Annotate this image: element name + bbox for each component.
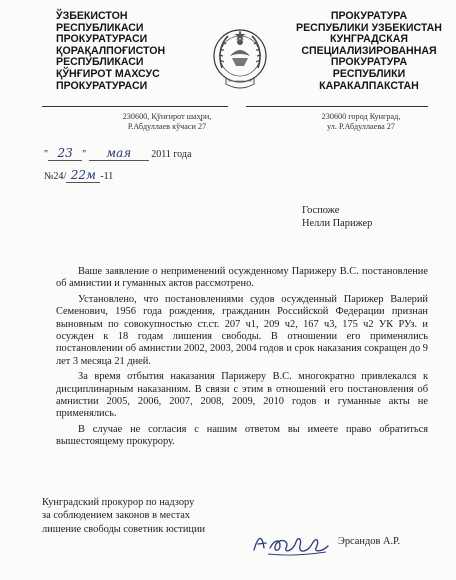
body-paragraph-1: Ваше заявление о неприменений осужденному Парижеру В.С. постановление об амнистии и гуманных актов рассмотрено. [56,266,428,290]
date-day: 23 [48,146,82,161]
letterhead-rule-left [42,106,228,107]
letterhead-russian: ПРОКУРАТУРА РЕСПУБЛИКИ УЗБЕКИСТАН КУНГРАДСКАЯ СПЕЦИАЛИЗИРОВАННАЯ ПРОКУРАТУРА РЕСПУБЛИКИ КАРАКАЛПАКСТАН [296,10,442,92]
signatory-title: Кунградский прокурор по надзору за соблюдением законов в местах лишение свободы советник юстиции [42,497,206,535]
state-emblem-icon [208,22,272,94]
address-uzbek-text: 230600, Қўнғирот шаҳри, Р.Абдуллаев кўчаси 27 [122,112,212,131]
body-paragraph-3: За время отбытия наказания Парижеру В.С. многократно привлекался к дисциплинарным наказаниям. В связи с этим в отношений его постановления об амнистии 2005, 2006, 2007, 2008, 2009, 2010 годов и гуманные акты не применялись. [56,371,428,420]
letterhead-uzbek: ЎЗБЕКИСТОН РЕСПУБЛИКАСИ ПРОКУРАТУРАСИ ҚОРАҚАЛПОҒИСТОН РЕСПУБЛИКАСИ ҚЎНҒИРОТ МАХСУС ПРОКУРАТУРАСИ [56,10,166,92]
address-uzbek [92,112,242,131]
date-month: мая [89,146,149,161]
body-paragraph-2: Установлено, что постановлениями судов осужденный Парижер Валерий Семенович, 1956 года рождения, гражданин Российской Федерации признан выновным по совокупностью ст.ст. 207 ч1, 209 ч2, 167 ч3, 175 ч2 УК РУз. и осужден к 18 годам лишения свободы. В отношении его применялись постановлении об амнистии 2002, 2003, 2004 годов и срок наказания сокращен до 9 лет 3 месяца 21 дней. [56,293,428,367]
number-prefix: №24/ [44,171,67,182]
number-handwritten: 22м [66,168,100,183]
address-russian [286,112,436,131]
addressee-block [302,204,442,230]
letter-date [44,146,191,161]
handwritten-signature [250,528,332,558]
letterhead-rule-right [246,106,428,107]
address-russian-text: 230600 город Кунград, ул. Р.Абдуллаева 27 [321,112,401,131]
date-year: 2011 года [151,149,192,160]
number-suffix: -11 [100,171,114,182]
addressee-name: Нелли Парижер [302,218,373,229]
date-close-quote: " [82,149,87,160]
date-open-quote: " [44,149,49,160]
signatory-name: Эрсандов А.Р. [338,536,401,547]
letter-body [56,266,428,452]
body-paragraph-4: В случае не согласия с нашим ответом вы имеете право обратиться вышестоящему прокурору. [56,423,428,448]
letter-number [44,168,113,183]
addressee-salutation: Госпоже [302,205,340,216]
